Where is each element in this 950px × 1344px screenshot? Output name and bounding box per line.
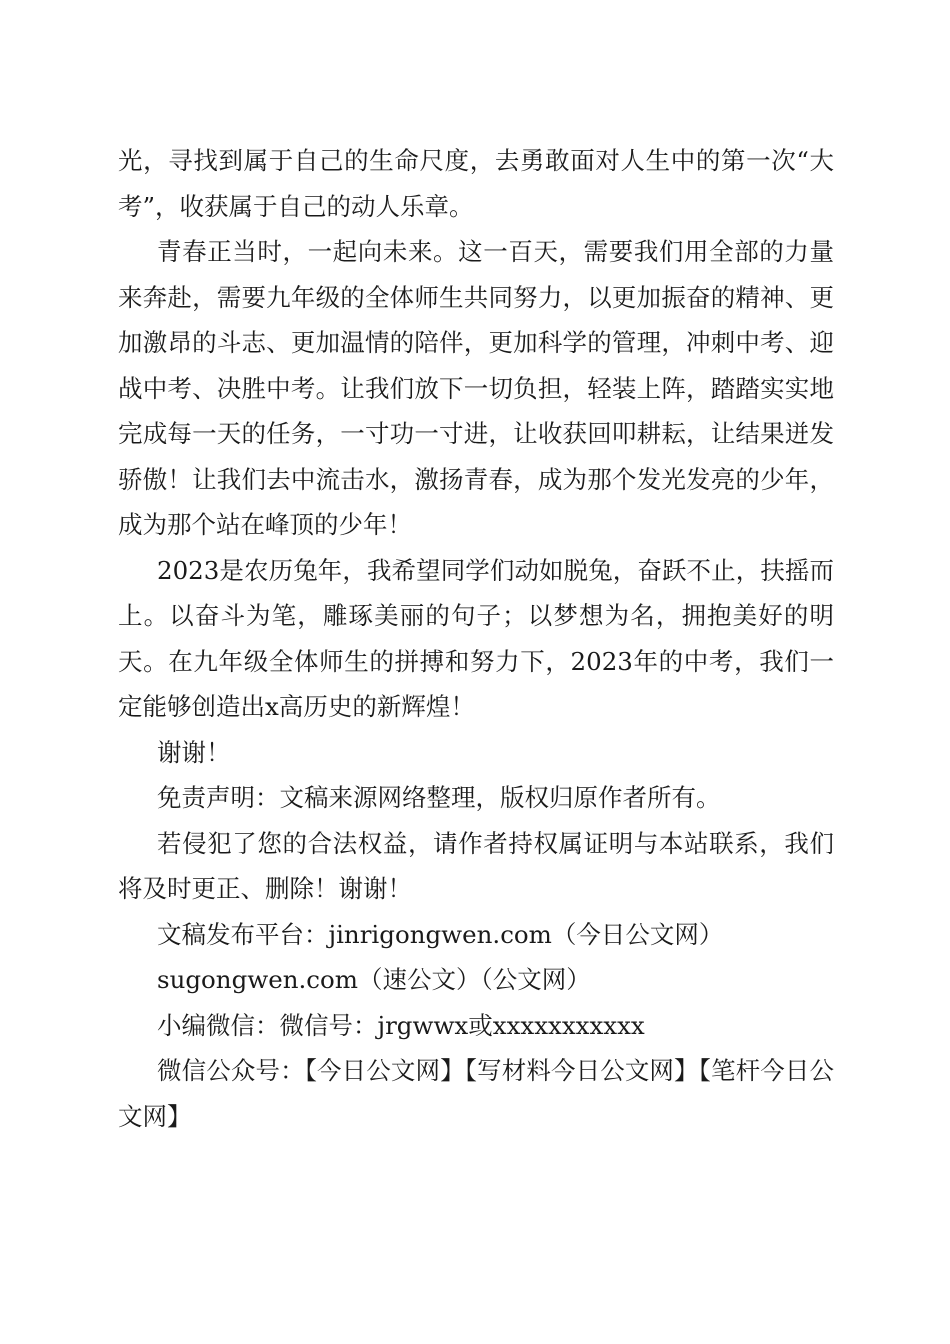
paragraph-sugongwen: sugongwen.com（速公文）（公文网）: [157, 965, 591, 994]
paragraph-infringement: 若侵犯了您的合法权益，请作者持权属证明与本站联系，我们将及时更正、删除！谢谢！: [118, 828, 834, 903]
paragraph-disclaimer: 免责声明：文稿来源网络整理，版权归原作者所有。: [157, 783, 721, 812]
paragraph-youth: 青春正当时，一起向未来。这一百天，需要我们用全部的力量来奔赴，需要九年级的全体师生共同努力，以更加振奋的精神、更加激昂的斗志、更加温情的陪伴，更加科学的管理，冲刺中考、迎战中考、决胜中考。让我们放下一切负担，轻装上阵，踏踏实实地完成每一天的任务，一寸功一寸进，让收获回叩耕耘，让结果迸发骄傲！让我们去中流击水，激扬青春，成为那个发光发亮的少年，成为那个站在峰顶的少年！: [118, 237, 834, 539]
paragraph-continuation: 光，寻找到属于自己的生命尺度，去勇敢面对人生中的第一次“大考”，收获属于自己的动人乐章。: [118, 146, 834, 221]
paragraph-thanks: 谢谢！: [157, 737, 231, 767]
paragraph-official-account: 微信公众号：【今日公文网】【写材料今日公文网】【笔杆今日公文网】: [118, 1056, 834, 1131]
document-body: [118, 138, 834, 1139]
paragraph-wechat: 小编微信：微信号：jrgwwx或xxxxxxxxxxx: [157, 1010, 645, 1040]
paragraph-platform: 文稿发布平台：jinrigongwen.com（今日公文网）: [157, 919, 724, 949]
paragraph-rabbit-year: 2023是农历兔年，我希望同学们动如脱兔，奋跃不止，扶摇而上。以奋斗为笔，雕琢美丽的句子；以梦想为名，拥抱美好的明天。在九年级全体师生的拼搏和努力下，2023年的中考，我们一定能够创造出x高历史的新辉煌！: [118, 555, 834, 721]
